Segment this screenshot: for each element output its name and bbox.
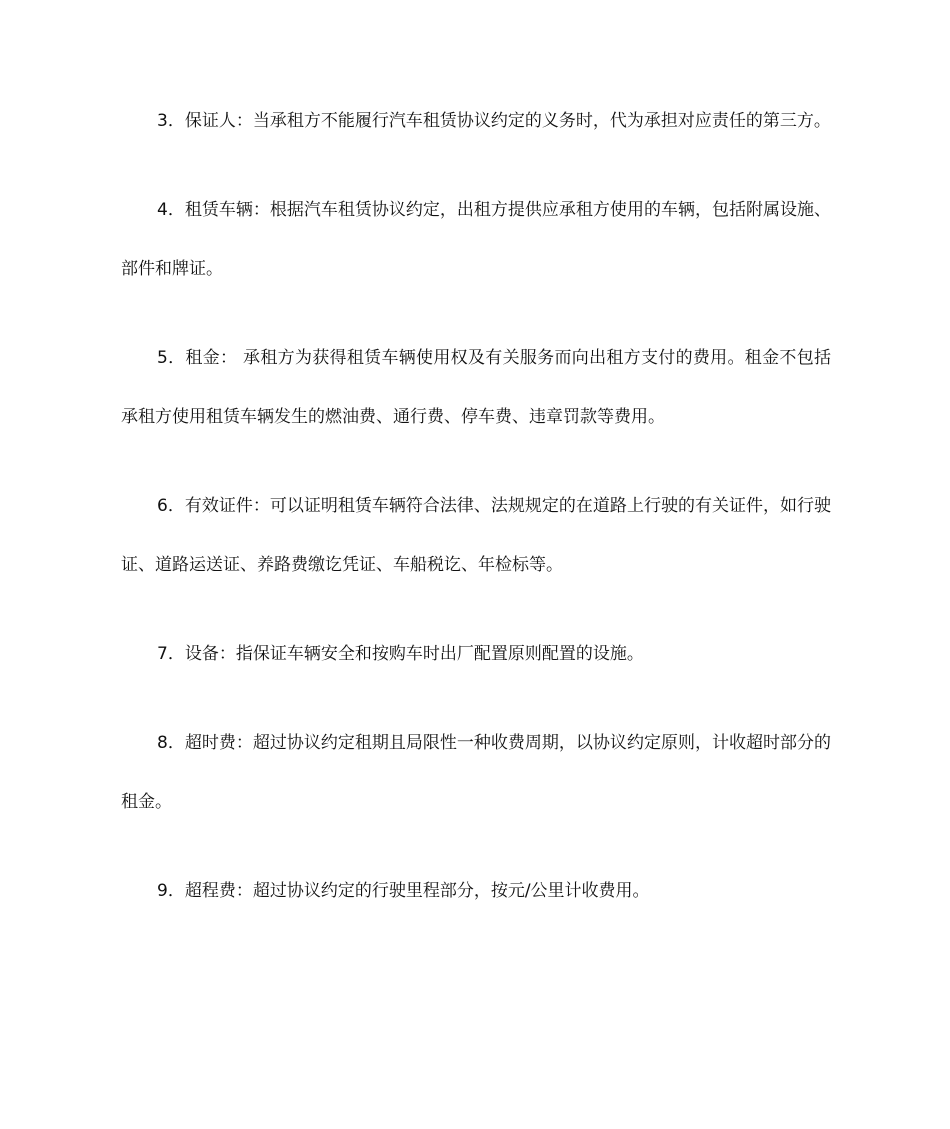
clause-7-paragraph: 7．设备：指保证车辆安全和按购车时出厂配置原则配置的设施。 (157, 644, 644, 664)
clause-4-paragraph: 4．租赁车辆：根据汽车租赁协议约定，出租方提供应承租方使用的车辆，包括附属设施、部件和牌证。 (121, 200, 831, 279)
clause-3-paragraph: 3．保证人：当承租方不能履行汽车租赁协议约定的义务时，代为承担对应责任的第三方。 (157, 111, 831, 131)
clause-9-paragraph: 9．超程费：超过协议约定的行驶里程部分，按元/公里计收费用。 (157, 881, 650, 901)
document-body (121, 92, 831, 921)
clause-5-paragraph: 5．租金： 承租方为获得租赁车辆使用权及有关服务而向出租方支付的费用。租金不包括承租方使用租赁车辆发生的燃油费、通行费、停车费、违章罚款等费用。 (121, 348, 831, 427)
clause-6-paragraph: 6．有效证件：可以证明租赁车辆符合法律、法规规定的在道路上行驶的有关证件，如行驶证、道路运送证、养路费缴讫凭证、车船税讫、年检标等。 (121, 496, 831, 575)
clause-8-paragraph: 8．超时费：超过协议约定租期且局限性一种收费周期，以协议约定原则，计收超时部分的租金。 (121, 733, 831, 812)
